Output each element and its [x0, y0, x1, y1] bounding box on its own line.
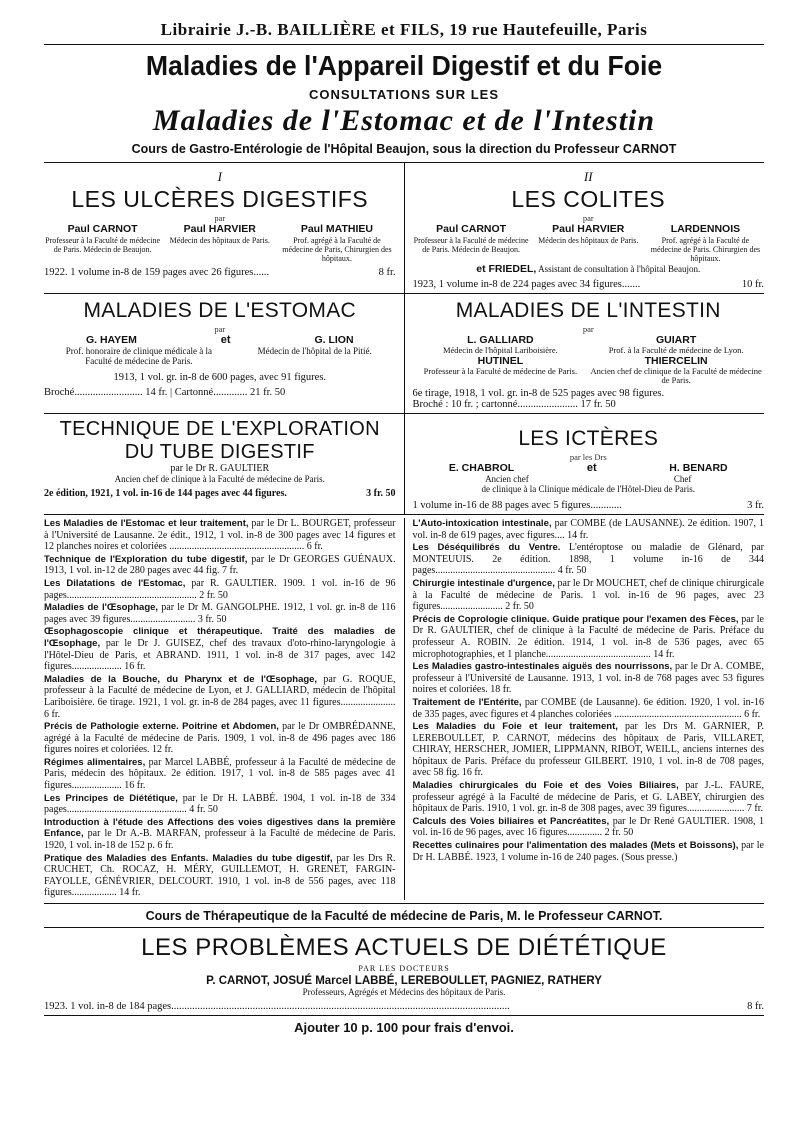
- book-entry-title: Maladies de l'Œsophage,: [44, 602, 159, 614]
- book-entry: [44, 554, 396, 577]
- section-rule: [44, 514, 764, 515]
- author-list: [44, 223, 396, 263]
- book-entry-details: L'entéroptose ou maladie de Glénard, par MONTEUUIS. 2e édition. 1898, 1 volume in-16 de 344 pages................................................ 4 fr. 50: [412, 542, 764, 577]
- volume-number: I: [217, 169, 222, 184]
- shipping-note: Ajouter 10 p. 100 pour frais d'envoi.: [294, 1020, 514, 1035]
- author-name: et FRIEDEL,: [476, 263, 537, 275]
- author-grid: [413, 355, 765, 385]
- book-entry-details: par COMBE (de LAUSANNE). 2e édition. 1907, 1 vol. in-8 de 619 pages, avec figures.... 14 fr.: [412, 518, 765, 541]
- volume-text: 1923, 1 volume in-8 de 224 pages avec 34 figures.......: [412, 279, 641, 290]
- book-entry: [44, 817, 396, 852]
- et-label: et: [586, 462, 597, 474]
- author-line: par le Dr R. GAULTIER: [170, 463, 270, 474]
- book-entry: [44, 721, 396, 756]
- book-entry: [44, 602, 396, 625]
- author-desc: Prof. honoraire de clinique médicale à la Faculté de médecine de Paris.: [65, 346, 212, 366]
- author-name: GUIART: [656, 334, 697, 346]
- par-label: par: [214, 213, 226, 223]
- author-desc: Ancien chef de clinique de la Faculté de médecine de Paris.: [590, 366, 762, 385]
- book-entry: [44, 674, 396, 720]
- author-desc: Prof. agrégé à la Faculté de médecine de Paris, Chirurgien des hôpitaux.: [282, 236, 392, 263]
- book-entry-title: Précis de Pathologie externe. Poitrine et Abdomen,: [44, 721, 279, 733]
- book-entry: [413, 614, 765, 660]
- par-label: PAR LES DOCTEURS: [358, 964, 450, 973]
- author: [588, 355, 764, 385]
- book-entry-title: Les Maladies du Foie et leur traitement,: [412, 721, 618, 733]
- author-name: Paul CARNOT: [436, 223, 507, 235]
- book-entry-title: Les Principes de Diététique,: [44, 792, 178, 804]
- subtitle: Maladies de l'Estomac et de l'Intestin: [152, 104, 656, 137]
- top-rule: [44, 44, 764, 45]
- book-list-row: [44, 518, 764, 900]
- book-entry-details: par Marcel LABBÉ, professeur à la Faculté de médecine de Paris, médecin des hôpitaux. 2e édition. 1917, 1 vol. in-8 de 585 pages avec 41 figures.................... 16 fr.: [44, 756, 396, 792]
- publisher-header: Librairie J.-B. BAILLIÈRE et FILS, 19 rue Hautefeuille, Paris: [160, 20, 648, 39]
- volume-title: LES ULCÈRES DIGESTIFS: [71, 186, 369, 212]
- author-name: E. CHABROL: [448, 462, 515, 474]
- book-entry-title: Maladies chirurgicales du Foie et des Voies Biliaires,: [412, 780, 679, 792]
- book-entry: [413, 816, 765, 839]
- book-entry-details: par R. GAULTIER. 1909. 1 vol. in-16 de 96 pages.................................................... 2 fr. 50: [44, 577, 396, 601]
- book-title: MALADIES DE L'ESTOMAC: [83, 299, 356, 322]
- book-entry-details: par les Drs M. GARNIER, P. LEREBOULLET, P. CARNOT, médecins des hôpitaux de Paris, VILLARET, CHIRAY, HERSCHER, JOMIER, LIPPMANN, RIBOT, WEILL, anciens internes des hôpitaux de Paris. Préface du professeur GILBERT. 1910, 1 vol. in-8 de 708 pages, avec 58 fig. 16 fr.: [412, 721, 765, 779]
- author-desc: Professeur à la Faculté de médecine de Paris. Médecin de Beaujon.: [45, 236, 160, 254]
- author: [278, 223, 395, 263]
- author-desc: Prof. agrégé à la Faculté de médecine de Paris. Chirurgien des hôpitaux.: [650, 236, 761, 263]
- book-entry: [413, 542, 765, 577]
- book-entry-details: par les Drs R. CRUCHET, Ch. ROCAZ, H. MÉRY, GUILLEMOT, H. GRENET, FARGIN-FAYOLLE, GÉNÉVRIER, DELCOURT. 1910, 1 vol. in-8 de 556 pages, avec 118 figures.................. 14 fr.: [44, 852, 396, 899]
- author: [413, 334, 589, 355]
- bottom-profs: Professeurs, Agrégés et Médecins des hôpitaux de Paris.: [302, 987, 506, 997]
- author-desc: Chef: [673, 474, 692, 484]
- book-entry-details: par le Dr H. LABBÉ. 1923, 1 volume in-16 de 240 pages. (Sous presse.): [412, 840, 764, 863]
- book-entry-details: par le Dr René GAULTIER. 1908, 1 vol. in-16 de 96 pages, avec 16 figures.............. 2 fr. 50: [412, 815, 765, 839]
- maladies-intestin: [405, 294, 765, 413]
- volume-text: 1922. 1 volume in-8 de 159 pages avec 26 figures......: [44, 267, 270, 278]
- book-entry-title: Chirurgie intestinale d'urgence,: [412, 577, 555, 589]
- book-entry-details: par G. ROQUE, professeur à la Faculté de médecine de Lyon, et J. GALLIARD, médecin de l'hôpital Lariboisière. 6e tirage. 1921, 1 vol. gr. in-8 de 284 pages, avec 11 figures...................... 6 fr.: [44, 673, 396, 720]
- book-entry-details: par le Dr R. GAULTIER, chef de clinique à la Faculté de médecine de Paris. Préface du professeur A. ROBIN. 2e édition. 1914, 1 vol. in-8 de 536 pages, avec 65 microphotographies, et 1 planche.......................................... 14 fr.: [412, 613, 764, 660]
- book-entry: [413, 721, 765, 779]
- book-entry-title: Recettes culinaires pour l'alimentation des malades (Mets et Boissons),: [412, 840, 739, 852]
- par-label: par: [214, 324, 226, 334]
- volume-colites: [405, 163, 765, 293]
- author-desc: Prof. à la Faculté de médecine de Lyon.: [608, 345, 744, 355]
- book-title: LES ICTÈRES: [518, 427, 659, 450]
- et-label: et: [220, 334, 231, 346]
- book-entry: [413, 518, 765, 541]
- volume-number: II: [583, 169, 593, 184]
- book-entry-title: Introduction à l'étude des Affections des voies digestives dans la première Enfance,: [44, 816, 396, 840]
- technique-row: [44, 414, 764, 514]
- author-desc: Professeur à la Faculté de médecine de Paris. Médecin de Beaujon.: [413, 236, 529, 254]
- author-name: H. BENARD: [669, 462, 728, 474]
- book-entry-title: Les Déséquilibrés du Ventre.: [412, 542, 561, 554]
- volume-text: 1913, 1 vol. gr. in-8 de 600 pages, avec 91 figures.: [113, 372, 327, 383]
- author-desc: Assistant de consultation à l'hôpital Beaujon.: [538, 264, 701, 274]
- consult-label: CONSULTATIONS SUR LES: [309, 87, 499, 102]
- author-list: [413, 223, 765, 263]
- author: [44, 223, 161, 263]
- book-entry-title: Calculs des Voies biliaires et Pancréatites,: [412, 815, 610, 827]
- book-entry: [44, 757, 396, 792]
- author-list: [413, 462, 765, 474]
- volume-text: 6e tirage, 1918, 1 vol. gr. in-8 de 525 pages avec 98 figures.: [412, 388, 665, 399]
- friedel-line: [413, 263, 765, 275]
- book-list-left: [44, 518, 405, 900]
- author-desc: Professeur à la Faculté de médecine de Paris.: [423, 366, 578, 376]
- book-entry-details: par le Dr A. COMBE, professeur à l'Université de Lausanne. 1913, 1 vol. in-8 de 768 pages avec 53 figures noires et coloriées. 18 fr.: [412, 661, 765, 696]
- price-line: Broché.......................... 14 fr. | Cartonné............. 21 fr. 50: [44, 387, 286, 398]
- author-desc: Ancien chef: [485, 474, 529, 484]
- book-entry-title: Technique de l'Exploration du tube digestif,: [44, 553, 248, 565]
- author: [588, 334, 764, 355]
- main-title: Maladies de l'Appareil Digestif et du Foie: [145, 50, 663, 81]
- author-desc: Médecin des hôpitaux de Paris.: [169, 236, 270, 245]
- author-desc: Médecin de l'hôpital de la Pitié.: [257, 346, 372, 356]
- book-entry: [413, 661, 765, 696]
- volume-text: 1 volume in-16 de 88 pages avec 5 figures............: [412, 500, 622, 511]
- volume-info: [413, 500, 765, 511]
- book-entry-title: Traitement de l'Entérite,: [412, 696, 522, 708]
- book-entry-title: Précis de Coprologie clinique. Guide pratique pour l'examen des Fèces,: [412, 613, 739, 625]
- book-entry-details: par le Dr L. BOURGET, professeur à l'Université de Lausanne. 2e édit., 1912, 1 vol. in-8 de 300 pages avec 14 figures et 12 planches noires et coloriées ...................................................... 6 fr.: [44, 518, 396, 553]
- bottom-cours-line: Cours de Thérapeutique de la Faculté de médecine de Paris, M. le Professeur CARNOT.: [145, 909, 663, 923]
- author-name: Paul HARVIER: [552, 223, 625, 235]
- book-entry-details: par COMBE (de Lausanne). 6e édition. 1920, 1 vol. in-16 de 335 pages, avec figures et 4 planches coloriées ................................................... 6 fr.: [412, 696, 765, 720]
- book-title: DU TUBE DIGESTIF: [124, 441, 315, 463]
- author-grid: [413, 334, 765, 355]
- book-entry-details: par le Dr OMBRÉDANNE, agrégé à la Faculté de médecine de Paris. 1909, 1 vol. in-8 de 496 pages avec 186 figures noires et coloriées. 12 fr.: [44, 721, 396, 756]
- book-entry: [44, 518, 396, 553]
- book-entry-details: par le Dr A.-B. MARFAN, professeur à la Faculté de médecine de Paris. 1920, 1 vol. in-18 de 152 p. 6 fr.: [44, 828, 396, 852]
- book-entry: [44, 853, 396, 899]
- price: 3 fr.: [747, 500, 764, 511]
- book-entry: [413, 840, 765, 863]
- bottom-rule: [44, 1015, 764, 1016]
- author-name: G. LION: [314, 334, 354, 346]
- book-entry-title: Les Dilatations de l'Estomac,: [44, 577, 186, 589]
- volume-info: [44, 1001, 764, 1012]
- book-entry: [44, 578, 396, 601]
- par-label: par: [582, 324, 594, 334]
- book-entry: [413, 697, 765, 720]
- par-label: par les Drs: [569, 452, 607, 462]
- book-entry: [44, 626, 396, 672]
- technique-exploration: [44, 414, 405, 514]
- author: [647, 223, 764, 263]
- book-entry-title: L'Auto-intoxication intestinale,: [412, 518, 552, 529]
- book-list-right: [405, 518, 765, 900]
- volume-text: 2e édition, 1921, 1 vol. in-16 de 144 pages avec 44 figures.: [44, 488, 287, 499]
- cours-line: Cours de Gastro-Entérologie de l'Hôpital Beaujon, sous la direction du Professeur CARNOT: [131, 142, 677, 156]
- price: 8 fr.: [378, 267, 396, 278]
- author-name: LARDENNOIS: [670, 223, 741, 235]
- book-entry-title: Œsophagoscopie clinique et thérapeutique. Traité des maladies de l'Œsophage,: [44, 626, 396, 649]
- maladies-estomac: [44, 294, 405, 413]
- volume-info: [44, 267, 396, 278]
- section-rule: [44, 903, 764, 904]
- author-desc: Médecin des hôpitaux de Paris.: [538, 236, 639, 245]
- price-line: Broché : 10 fr. ; cartonné....................... 17 fr. 50: [412, 399, 616, 410]
- book-entry: [413, 780, 765, 815]
- author-name: G. HAYEM: [85, 334, 137, 346]
- book-title: TECHNIQUE DE L'EXPLORATION: [59, 418, 380, 440]
- author-name: THIERCELIN: [644, 355, 708, 367]
- book-entry-details: par le Dr GEORGES GUÉNAUX. 1913, 1 vol. in-12 de 280 pages avec 44 fig. 7 fr.: [44, 553, 396, 577]
- book-entry-title: Les Maladies gastro-intestinales aiguës des nourrissons,: [412, 661, 673, 673]
- volume-title: LES COLITES: [511, 186, 666, 212]
- book-entry-title: Régimes alimentaires,: [44, 756, 146, 768]
- volume-info: [44, 488, 396, 499]
- author-descs: [44, 346, 396, 366]
- maladies-row: [44, 294, 764, 413]
- thin-rule: [44, 927, 764, 928]
- volume-text: 1923. 1 vol. in-8 de 184 pages.................................................................................................................................: [44, 1001, 510, 1012]
- author-name: HUTINEL: [477, 355, 524, 367]
- author: [413, 223, 530, 263]
- author: [530, 223, 647, 263]
- book-entry: [44, 793, 396, 816]
- book-entry-title: Maladies de la Bouche, du Pharynx et de l'Œsophage,: [44, 673, 318, 685]
- volume-ulceres: [44, 163, 405, 293]
- volumes-row: [44, 163, 764, 293]
- book-entry-title: Pratique des Maladies des Enfants. Maladies du tube digestif,: [44, 852, 333, 864]
- book-entry-title: Les Maladies de l'Estomac et leur traitement,: [44, 518, 249, 529]
- author-desc: Médecin de l'hôpital Lariboisière.: [442, 345, 558, 355]
- author-name: Paul CARNOT: [67, 223, 138, 235]
- author-descs: [413, 474, 765, 484]
- bottom-title: LES PROBLÈMES ACTUELS DE DIÉTÉTIQUE: [141, 934, 667, 961]
- author-desc: Ancien chef de clinique à la Faculté de médecine de Paris.: [114, 474, 325, 484]
- price: 10 fr.: [741, 279, 764, 290]
- author: [413, 355, 589, 385]
- book-entry-details: par le Dr J. GUISEZ, chef des travaux d'oto-rhino-laryngologie à l'Hôtel-Dieu de Paris, et ABRAND. 1911, 1 vol. in-8 de 317 pages, avec 142 figures.................... 16 fr.: [44, 637, 396, 673]
- les-icteres: [405, 414, 765, 514]
- author-name: L. GALLIARD: [467, 334, 534, 346]
- price: 3 fr. 50: [366, 488, 396, 499]
- book-entry-details: par J.-L. FAURE, professeur agrégé à la Faculté de médecine de Paris, et G. LABEY, chirurgien des hôpitaux de Paris. 1910, 1 vol. gr. in-8 de 308 pages, avec 39 figures....................... 7 fr.: [412, 780, 765, 815]
- book-entry-details: par le Dr MOUCHET, chef de clinique chirurgicale à la Faculté de médecine de Paris. 1 vol. in-16 de 96 pages, avec 23 figures......................... 2 fr. 50: [412, 577, 764, 613]
- volume-info: [413, 279, 765, 290]
- author-desc: de clinique à la Clinique médicale de l'Hôtel-Dieu de Paris.: [481, 484, 696, 494]
- author-list: [44, 334, 396, 346]
- advertisement-page: [44, 12, 764, 1035]
- author-name: Paul HARVIER: [183, 223, 256, 235]
- book-title: MALADIES DE L'INTESTIN: [455, 299, 721, 322]
- author-name: Paul MATHIEU: [300, 223, 373, 235]
- book-entry-details: par le Dr M. GANGOLPHE. 1912, 1 vol. gr. in-8 de 116 pages avec 39 figures.......................... 3 fr. 50: [44, 602, 396, 625]
- book-entry: [413, 578, 765, 613]
- book-entry-details: par le Dr H. LABBÉ. 1904, 1 vol. in-18 de 334 pages................................................ 4 fr. 50: [44, 792, 396, 816]
- author: [161, 223, 278, 263]
- bottom-authors: P. CARNOT, JOSUÉ Marcel LABBÉ, LEREBOULLET, PAGNIEZ, RATHERY: [206, 975, 602, 987]
- par-label: par: [582, 213, 594, 223]
- price: 8 fr.: [747, 1001, 764, 1012]
